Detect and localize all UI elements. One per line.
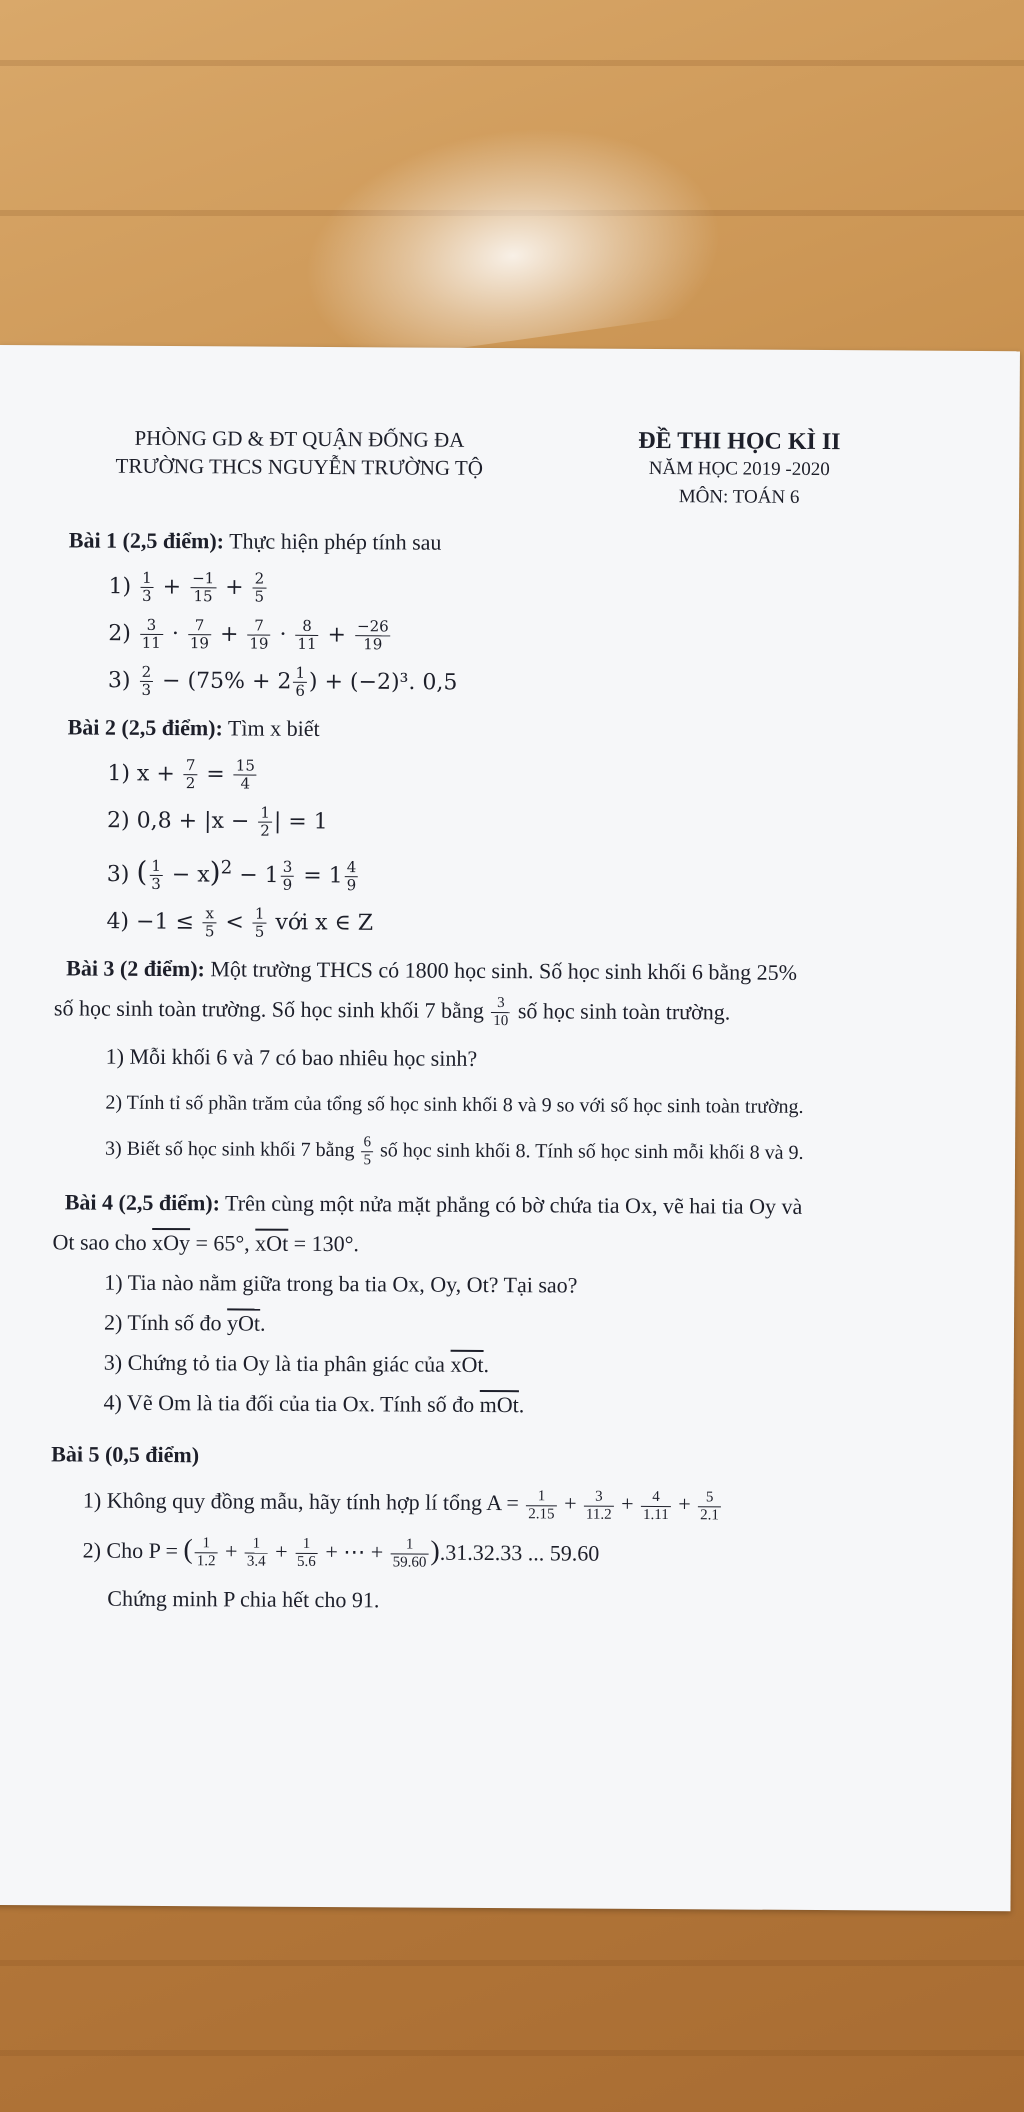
problem-3-heading: Bài 3 (2 điểm): Một trường THCS có 1800 học sinh. Số học sinh khối 6 bằng 25% [66, 955, 798, 985]
problem-3-question-3: 3) Biết số học sinh khối 7 bằng $\frac{6}{5}$ số học sinh khối 8. Tính số học sinh mỗi khối 8 và 9. [105, 1134, 804, 1169]
problem-4-question-3: 3) Chứng tỏ tia Oy là tia phân giác của $\overline{xOt}$. [103, 1349, 490, 1378]
problem-4-line-2: Ot sao cho $\overline{xOy} = 65^\circ$, $\overline{xOt} = 130^\circ$. [52, 1229, 360, 1257]
exam-content [51, 515, 969, 1633]
problem-3-line-2: số học sinh toàn trường. Số học sinh khối 7 bằng $\frac{3}{10}$ số học sinh toàn trường. [53, 995, 731, 1030]
department-name: PHÒNG GD & ĐT QUẬN ĐỐNG ĐA [134, 425, 465, 452]
problem-5-question-1: 1) Không quy đồng mẫu, hãy tính hợp lí tổng A = $\frac{1}{2.15}$ + $\frac{3}{11.2}$ + $\frac{4}{1.11}$ + $\frac{5}{2.1}$ [63, 1484, 963, 1526]
paint-stain [287, 102, 732, 368]
problem-2-heading: Bài 2 (2,5 điểm): Tìm x biết [67, 714, 320, 741]
problem-3-question-1: 1) Mỗi khối 6 và 7 có bao nhiêu học sinh? [105, 1043, 478, 1072]
problem-2-item-3: 3) ( $\frac{1}{3}$ − x)$^2$ − 1 $\frac{3}{9}$ = 1 $\frac{4}{9}$ [106, 855, 357, 895]
problem-4-question-4: 4) Vẽ Om là tia đối của tia Ox. Tính số đo $\overline{mOt}$. [103, 1389, 525, 1418]
problem-2-item-2: 2) 0,8 + |x − $\frac{1}{2}$ | = 1 [107, 803, 328, 840]
problem-1-item-2: 2) $\frac{3}{11}$ · $\frac{7}{19}$ + $\frac{7}{19}$ · $\frac{8}{11}$ + $\frac{-26}{19}$ [108, 615, 389, 654]
subject: MÔN: TOÁN 6 [678, 486, 800, 508]
school-header [69, 423, 529, 482]
school-name: TRƯỜNG THCS NGUYỄN TRƯỜNG TỘ [115, 453, 484, 480]
problem-1-heading: Bài 1 (2,5 điểm): Thực hiện phép tính sau [68, 527, 442, 555]
problem-4-heading: Bài 4 (2,5 điểm): Trên cùng một nửa mặt phẳng có bờ chứa tia Ox, vẽ hai tia Oy và [64, 1189, 803, 1220]
problem-5-heading: Bài 5 (0,5 điểm) [51, 1441, 200, 1468]
exam-paper [0, 345, 1020, 1911]
problem-5-proof: Chứng minh P chia hết cho 91. [107, 1585, 380, 1613]
school-year: NĂM HỌC 2019 -2020 [648, 457, 830, 481]
problem-4-question-1: 1) Tia nào nằm giữa trong ba tia Ox, Oy, Ot? Tại sao? [104, 1269, 578, 1298]
problem-3-question-2: 2) Tính tỉ số phần trăm của tổng số học sinh khối 8 và 9 so với số học sinh toàn trường. [105, 1091, 804, 1119]
exam-title: ĐỀ THI HỌC KÌ II [638, 427, 841, 456]
problem-2-item-4: 4) −1 ≤ $\frac{x}{5}$ < $\frac{1}{5}$ với x ∈ Z [106, 904, 374, 941]
problem-1-item-3: 3) $\frac{2}{3}$ − (75% + 2 $\frac{1}{6}$ ) + (−2)³. 0,5 [107, 662, 458, 700]
problem-2-item-1: 1) x + $\frac{7}{2}$ = $\frac{15}{4}$ [107, 756, 255, 793]
problem-4-question-2: 2) Tính số đo $\overline{yOt}$. [103, 1309, 266, 1336]
problem-5-question-2: 2) Cho P = ( $\frac{1}{1.2}$ + $\frac{1}{3.4}$ + $\frac{1}{5.6}$ + ⋯ + $\frac{1}{59.60}$ ).31.32.33 ... 59.60 [82, 1533, 600, 1571]
exam-header [539, 426, 940, 512]
problem-1-item-1: 1) $\frac{1}{3}$ + $\frac{-1}{15}$ + $\frac{2}{5}$ [108, 568, 265, 606]
